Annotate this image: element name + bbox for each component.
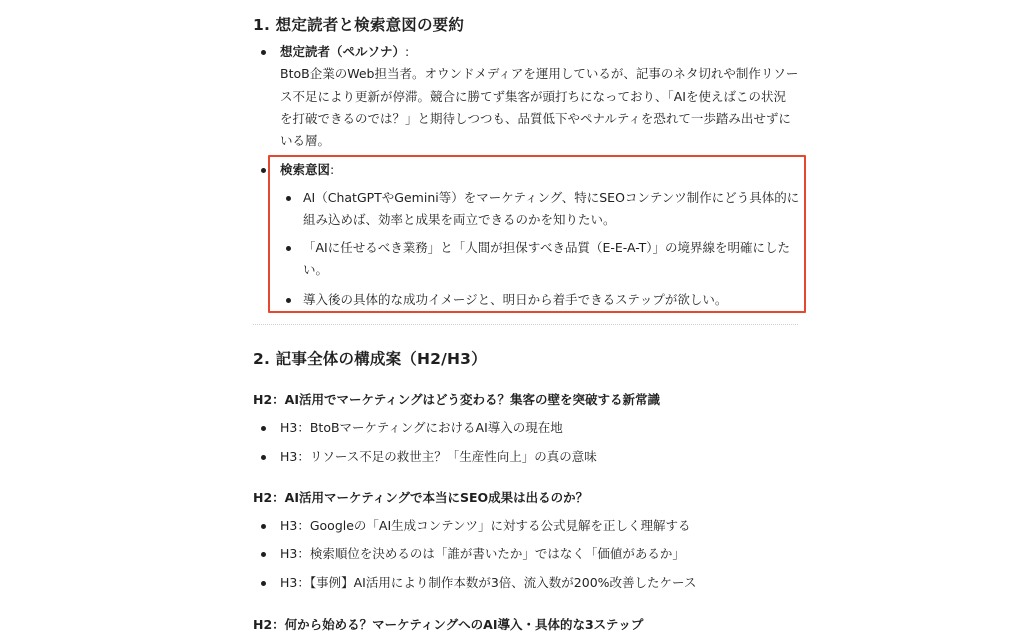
intent-label-line [280,159,334,181]
bullet [261,426,266,431]
h2-item: H2：AI活用マーケティングで本当にSEO成果は出るのか？ [253,490,589,505]
persona-line: ス不足により更新が停滞。競合に勝てず集客が頭打ちになっており、「AIを使えばこの状況 [280,89,786,104]
bullet [261,581,266,586]
bullet [261,168,266,173]
h3-item: H3：BtoBマーケティングにおけるAI導入の現在地 [280,420,563,435]
intent-item-line: 組み込めば、効率と成果を両立できるのかを知りたい。 [303,212,616,227]
intent-item-line: AI（ChatGPTやGemini等）をマーケティング、特にSEOコンテンツ制作にどう具体的に [303,190,800,205]
h3-item: H3：リソース不足の救世主？「生産性向上」の真の意味 [280,449,597,464]
persona-colon: : [405,44,410,59]
sub-bullet [286,298,291,303]
persona-label: 想定読者（ペルソナ） [280,44,406,59]
section-heading-1: 1. 想定読者と検索意図の要約 [253,16,465,34]
intent-item-line: 「AIに任せるべき業務」と「人間が担保すべき品質（E-E-A-T）」の境界線を明確にした [303,240,791,255]
persona-line: BtoB企業のWeb担当者。オウンドメディアを運用しているが、記事のネタ切れや制作リソー [280,66,799,81]
h2-item: H2：AI活用でマーケティングはどう変わる？集客の壁を突破する新常識 [253,392,660,407]
persona-line: いる層。 [280,133,331,148]
h3-item: H3：Googleの「AI生成コンテンツ」に対する公式見解を正しく理解する [280,518,691,533]
section-heading-2: 2. 記事全体の構成案（H2/H3） [253,350,487,368]
h3-item: H3：検索順位を決めるのは「誰が書いたか」ではなく「価値があるか」 [280,546,685,561]
h2-item: H2：何から始める？マーケティングへのAI導入・具体的な3ステップ [253,617,644,632]
h3-item: H3：【事例】AI活用により制作本数が3倍、流入数が200%改善したケース [280,575,697,590]
intent-item-line: い。 [303,262,329,277]
bullet [261,552,266,557]
bullet [261,455,266,460]
persona-label-line [280,41,409,63]
sub-bullet [286,196,291,201]
intent-label: 検索意図 [280,162,331,177]
intent-item-line: 導入後の具体的な成功イメージと、明日から着手できるステップが欲しい。 [303,292,728,307]
bullet [261,50,266,55]
divider [253,324,798,325]
intent-colon: : [330,162,335,177]
sub-bullet [286,246,291,251]
bullet [261,524,266,529]
persona-line: を打破できるのでは？」と期待しつつも、品質低下やペナルティを恐れて一歩踏み出せずに [280,111,791,126]
